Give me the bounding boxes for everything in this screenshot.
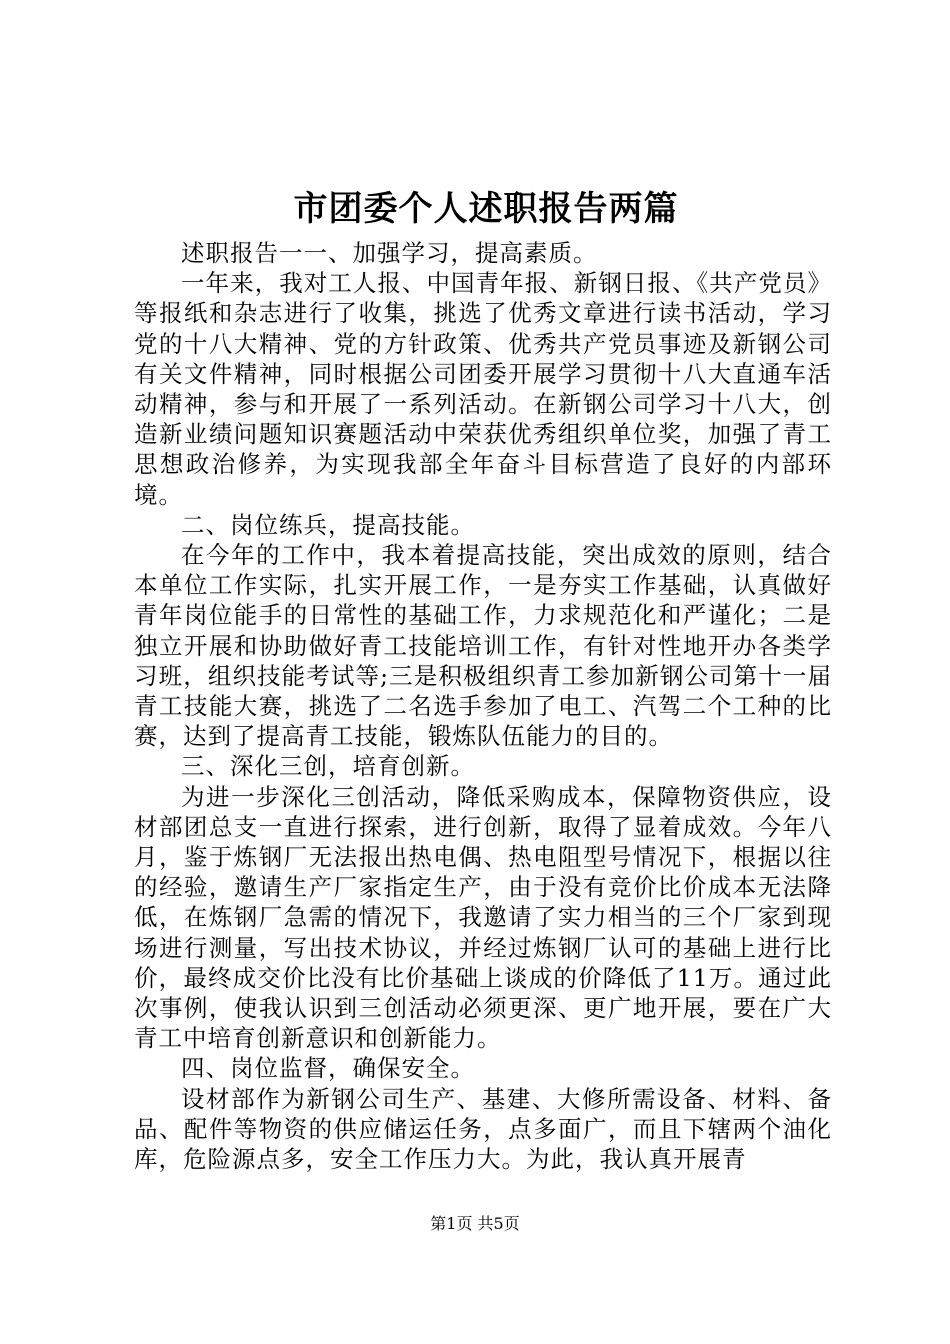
paragraph-4: 在今年的工作中，我本着提高技能，突出成效的原则，结合本单位工作实际，扎实开展工作，一是夯实工作基础，认真做好青年岗位能手的日常性的基础工作，力求规范化和严谨化；二是独立开展和协助做好青工技能培训工作，有针对性地开办各类学习班，组织技能考试等;三是积极组织青工参加新钢公司第十一届青工技能大赛，挑选了二名选手参加了电工、汽驾二个工种的比赛，达到了提高青工技能，锻炼队伍能力的目的。 xyxy=(134,541,832,751)
paragraph-8: 设材部作为新钢公司生产、基建、大修所需设备、材料、备品、配件等物资的供应储运任务，点多面广，而且下辖两个油化库，危险源点多，安全工作压力大。为此，我认真开展青 xyxy=(134,1084,832,1174)
paragraph-1: 述职报告一一、加强学习，提高素质。 xyxy=(181,239,598,267)
document-title: 市团委个人述职报告两篇 xyxy=(293,189,679,229)
document-body xyxy=(134,238,832,1174)
paragraph-7: 四、岗位监督，确保安全。 xyxy=(181,1054,475,1083)
paragraph-6: 为进一步深化三创活动，降低采购成本，保障物资供应，设材部团总支一直进行探索，进行创新，取得了显着成效。今年八月，鉴于炼钢厂无法报出热电偶、热电阻型号情况下，根据以往的经验，邀请生产厂家指定生产，由于没有竞价比价成本无法降低，在炼钢厂急需的情况下，我邀请了实力相当的三个厂家到现场进行测量，写出技术协议，并经过炼钢厂认可的基础上进行比价，最终成交价比没有比价基础上谈成的价降低了11万。通过此次事例，使我认识到三创活动必须更深、更广地开展，要在广大青工中培育创新意识和创新能力。 xyxy=(134,782,832,1053)
paragraph-3: 二、岗位练兵，提高技能。 xyxy=(181,510,475,539)
paragraph-5: 三、深化三创，培育创新。 xyxy=(181,752,475,781)
paragraph-2: 一年来，我对工人报、中国青年报、新钢日报、《共产党员》等报纸和杂志进行了收集，挑选了优秀文章进行读书活动，学习党的十八大精神、党的方针政策、优秀共产党员事迹及新钢公司有关文件精神，同时根据公司团委开展学习贯彻十八大直通车活动精神，参与和开展了一系列活动。在新钢公司学习十八大，创造新业绩问题知识赛题活动中荣获优秀组织单位奖，加强了青工思想政治修养，为实现我部全年奋斗目标营造了良好的内部环境。 xyxy=(134,269,832,509)
page-footer: 第1页 共5页 xyxy=(430,1214,520,1233)
